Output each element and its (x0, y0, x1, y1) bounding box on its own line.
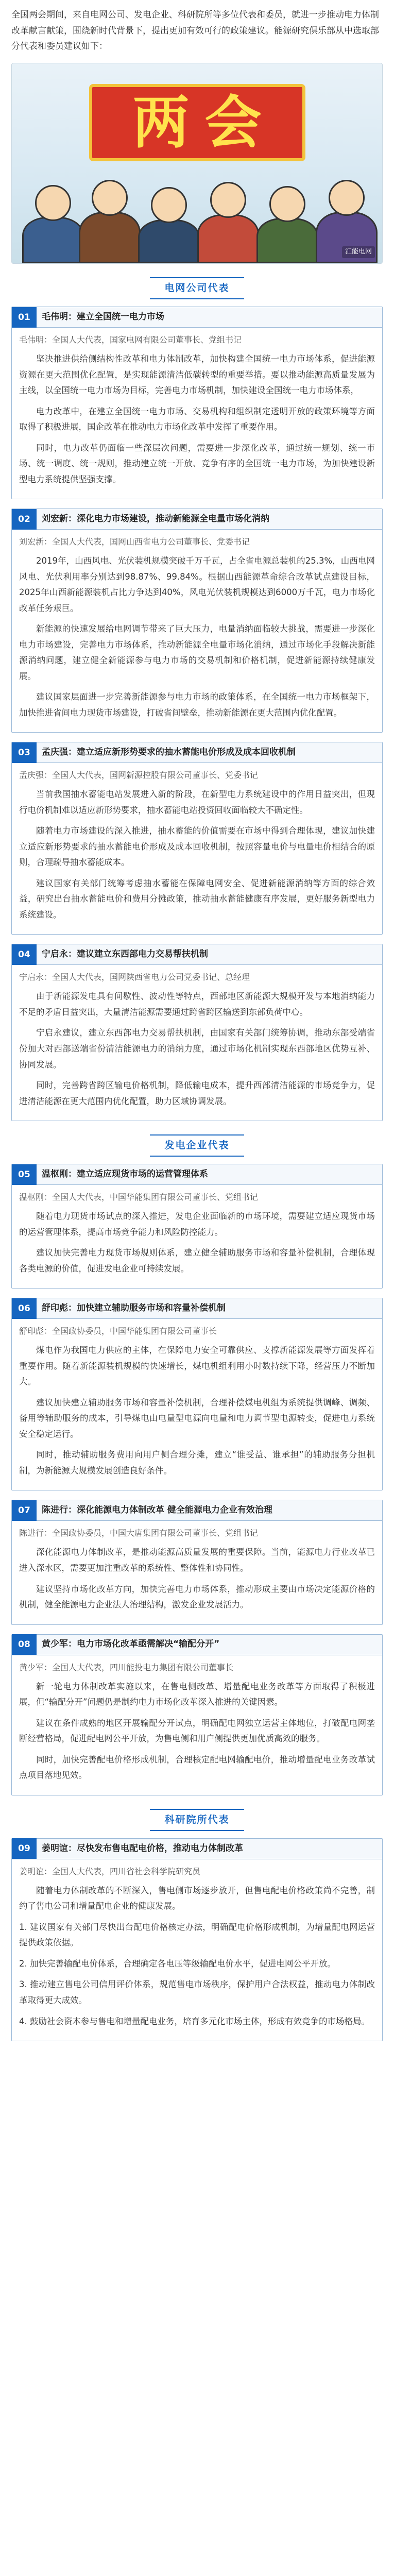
card-header (12, 307, 382, 328)
body-paragraph: 建议坚持市场化改革方向，加快完善电力市场体系，推动形成主要由市场决定能源价格的机制，健全能源电力企业法人治理结构，激发企业发展活力。 (19, 1584, 375, 1610)
card-body (12, 965, 382, 1121)
card-body (12, 1859, 382, 2041)
body-paragraph: 建议在条件成熟的地区开展输配分开试点，明确配电网独立运营主体地位，打破配电网垄断经营格局，促进配电网公平开放，为售电侧和用户侧提供更加优质高效的服务。 (19, 1718, 375, 1744)
body-paragraph: 随着电力体制改革的不断深入，售电侧市场逐步放开，但售电配电价格政策尚不完善，制约了售电公司和增量配电企业的健康发展。 (19, 1885, 375, 1911)
speaker-line: 孟庆强：全国人大代表，国网新源控股有限公司董事长、党委书记 (19, 770, 259, 781)
card-number: 03 (12, 742, 37, 763)
delegate-card (11, 1164, 383, 1289)
body-paragraph: 当前我国抽水蓄能电站发展进入新的阶段，在新型电力系统建设中的作用日益突出，但现行电价机制难以适应新形势要求，抽水蓄能电站投资回收面临较大不确定性。 (19, 789, 375, 815)
card-number: 04 (12, 944, 37, 965)
card-header (12, 944, 382, 965)
section-heading (0, 277, 394, 299)
body-paragraph: 坚决推进供给侧结构性改革和电力体制改革，加快构建全国统一电力市场体系，促进能源资源在更大范围优化配置，是实现能源清洁低碳转型的重要举措。要以推动能源高质量发展为主线，以全国统一电力市场为目标，完善电力市场机制，加快建设全国统一电力市场体系， (19, 354, 375, 396)
delegate-card (11, 1298, 383, 1490)
body-paragraph: 宁启永建议，建立东西部电力交易帮扶机制，由国家有关部门统筹协调，推动东部受端省份加大对西部送端省份清洁能源电力的消纳力度，通过市场化机制实现东西部地区优势互补、协同发展。 (19, 1028, 375, 1070)
card-title: 陈进行：深化能源电力体制改革 健全能源电力企业有效治理 (42, 1505, 272, 1516)
section-heading-label: 科研院所代表 (150, 1809, 244, 1831)
card-title: 黄少军：电力市场化改革亟需解决“输配分开” (42, 1639, 220, 1650)
speaker-line: 温枢刚：全国人大代表，中国华能集团有限公司董事长、党组书记 (19, 1192, 259, 1202)
speaker-line: 宁启永：全国人大代表，国网陕西省电力公司党委书记、总经理 (19, 972, 250, 982)
card-title: 舒印彪：加快建立辅助服务市场和容量补偿机制 (42, 1302, 226, 1313)
card-body (12, 1521, 382, 1624)
card-body (12, 1185, 382, 1288)
speaker-line: 姜明谊：全国人大代表，四川省社会科学院研究员 (19, 1866, 201, 1876)
card-header (12, 742, 382, 763)
body-paragraph: 电力改革中，在建立全国统一电力市场、交易机构和组织制定透明开放的政策环境等方面取得了积极进展，国企改革在推动电力市场化改革中发挥了重要作用。 (19, 406, 375, 432)
card-header (12, 1164, 382, 1185)
speaker-line: 舒印彪：全国政协委员，中国华能集团有限公司董事长 (19, 1326, 217, 1336)
banner-watermark: 汇能电网 (342, 246, 375, 258)
body-paragraph: 同时，加快完善配电价格形成机制，合理核定配电网输配电价，推动增量配电业务改革试点项目落地见效。 (19, 1754, 375, 1781)
body-paragraph: 4. 鼓励社会资本参与售电和增量配电业务，培育多元化市场主体，形成有效竞争的市场格局。 (19, 2016, 370, 2026)
delegate-card (11, 1634, 383, 1795)
delegate-card (11, 307, 383, 499)
card-header (12, 1298, 382, 1319)
body-paragraph: 3. 推动建立售电公司信用评价体系，规范售电市场秩序，保护用户合法权益，推动电力体制改革取得更大成效。 (19, 1979, 375, 2005)
section-heading-label: 发电企业代表 (150, 1134, 244, 1157)
card-header (12, 1635, 382, 1655)
section-heading (0, 1134, 394, 1157)
speaker-line: 陈进行：全国政协委员，中国大唐集团有限公司董事长、党组书记 (19, 1528, 259, 1538)
card-header (12, 1500, 382, 1521)
body-paragraph: 2. 加快完善输配电价体系，合理确定各电压等级输配电价水平，促进电网公平开放。 (19, 1958, 336, 1969)
body-paragraph: 2019年，山西风电、光伏装机规模突破千万千瓦，占全省电源总装机的25.3%，山西电网风电、光伏利用率分别达到98.87%、99.84%。根据山西能源革命综合改革试点建设目标，2025年山西新能源装机占比力争达到40%，风电光伏装机规模达到6000万千瓦，电力市场化改革任务艰巨。 (19, 556, 375, 613)
card-body (12, 1319, 382, 1490)
card-body (12, 1655, 382, 1795)
body-paragraph: 新一轮电力体制改革实施以来，在售电侧改革、增量配电业务改革等方面取得了积极进展，但“输配分开”问题仍是制约电力市场化改革深入推进的关键因素。 (19, 1681, 375, 1707)
card-number: 07 (12, 1500, 37, 1521)
body-paragraph: 建议加快建立辅助服务市场和容量补偿机制，合理补偿煤电机组为系统提供调峰、调频、备用等辅助服务的成本，引导煤电由电量型电源向电量和电力调节型电源转变，促进电力系统安全稳定运行。 (19, 1397, 375, 1439)
card-body (12, 328, 382, 499)
body-paragraph: 随着电力市场建设的深入推进，抽水蓄能的价值需要在市场中得到合理体现，建议加快建立适应新形势要求的抽水蓄能电价形成及成本回收机制，按照容量电价与电量电价相结合的原则，合理疏导抽水蓄能成本。 (19, 826, 375, 868)
card-number: 02 (12, 509, 37, 530)
body-paragraph: 1. 建议国家有关部门尽快出台配电价格核定办法，明确配电价格形成机制，为增量配电网运营提供政策依据。 (19, 1922, 375, 1948)
card-title: 刘宏新：深化电力市场建设，推动新能源全电量市场化消纳 (42, 513, 269, 524)
section-heading (0, 1809, 394, 1831)
card-number: 05 (12, 1164, 37, 1185)
speaker-line: 毛伟明：全国人大代表，国家电网有限公司董事长、党组书记 (19, 335, 242, 345)
delegate-card (11, 944, 383, 1121)
body-paragraph: 建议加快完善电力现货市场规则体系，建立健全辅助服务市场和容量补偿机制，合理体现各类电源的价值，促进发电企业可持续发展。 (19, 1248, 375, 1274)
speaker-line: 刘宏新：全国人大代表，国网山西省电力公司董事长、党委书记 (19, 537, 250, 547)
body-paragraph: 深化能源电力体制改革，是推动能源高质量发展的重要保障。当前，能源电力行业改革已进入深水区，需要更加注重改革的系统性、整体性和协同性。 (19, 1547, 375, 1573)
body-paragraph: 同时，推动辅助服务费用向用户侧合理分摊，建立“谁受益、谁承担”的辅助服务分担机制，为新能源大规模发展创造良好条件。 (19, 1450, 375, 1476)
card-body (12, 530, 382, 732)
body-paragraph: 煤电作为我国电力供应的主体，在保障电力安全可靠供应、支撑新能源发展等方面发挥着重要作用。随着新能源装机规模的快速增长，煤电机组利用小时数持续下降，经营压力不断加大。 (19, 1345, 375, 1387)
card-title: 宁启永：建议建立东西部电力交易帮扶机制 (42, 949, 208, 960)
card-header (12, 1839, 382, 1859)
card-number: 08 (12, 1634, 37, 1655)
body-paragraph: 同时，电力改革仍面临一些深层次问题，需要进一步深化改革，通过统一规划、统一市场、统一调度、统一规则，推动建立统一开放、竞争有序的全国统一电力市场，为加快建设新型电力系统提供坚强支撑。 (19, 443, 375, 484)
sections-container (0, 277, 394, 2041)
body-paragraph: 新能源的快速发展给电网调节带来了巨大压力，电量消纳面临较大挑战，需要进一步深化电力市场建设，完善电力市场体系，推动新能源全电量市场化消纳，通过市场化手段解决新能源消纳问题，建立健全新能源参与电力市场的交易机制和价格机制，促进新能源持续健康发展。 (19, 624, 375, 681)
delegate-card (11, 1838, 383, 2041)
section-heading-label: 电网公司代表 (150, 277, 244, 299)
speaker-line: 黄少军：全国人大代表，四川能投电力集团有限公司董事长 (19, 1662, 234, 1672)
two-sessions-banner (11, 63, 383, 264)
crowd-illustration (12, 165, 382, 263)
body-paragraph: 建议国家有关部门统筹考虑抽水蓄能在保障电网安全、促进新能源消纳等方面的综合效益，研究出台抽水蓄能电价和费用分摊政策，推动抽水蓄能健康有序发展，更好服务新型电力系统建设。 (19, 878, 375, 920)
card-number: 06 (12, 1298, 37, 1319)
body-paragraph: 同时，完善跨省跨区输电价格机制，降低输电成本，提升西部清洁能源的市场竞争力，促进清洁能源在更大范围内优化配置，助力区域协调发展。 (19, 1080, 375, 1106)
body-paragraph: 建议国家层面进一步完善新能源参与电力市场的政策体系，在全国统一电力市场框架下，加快推进省间电力现货市场建设，打破省间壁垒，推动新能源在更大范围内优化配置。 (19, 692, 375, 718)
card-title: 姜明谊：尽快发布售电配电价格，推动电力体制改革 (42, 1843, 243, 1854)
card-number: 01 (12, 307, 37, 328)
card-title: 孟庆强：建立适应新形势要求的抽水蓄能电价形成及成本回收机制 (42, 747, 296, 757)
intro-text: 全国两会期间，来自电网公司、发电企业、科研院所等多位代表和委员，就进一步推动电力体制改革献言献策，围绕新时代背景下，提出更加有效可行的政策建议。能源研究俱乐部从中选取部分代表和委员建议如下： (11, 10, 379, 52)
card-number: 09 (12, 1838, 37, 1859)
body-paragraph: 随着电力现货市场试点的深入推进，发电企业面临新的市场环境，需要建立适应现货市场的运营管理体系，提高市场竞争能力和风险防控能力。 (19, 1211, 375, 1237)
delegate-card (11, 742, 383, 935)
card-body (12, 763, 382, 934)
delegate-card (11, 509, 383, 733)
delegate-card (11, 1500, 383, 1624)
card-title: 温枢刚：建立适应现货市场的运营管理体系 (42, 1168, 208, 1179)
card-header (12, 509, 382, 530)
card-title: 毛伟明：建立全国统一电力市场 (42, 311, 164, 322)
banner-title: 两会 (89, 84, 305, 161)
body-paragraph: 由于新能源发电具有间歇性、波动性等特点，西部地区新能源大规模开发与本地消纳能力不足的矛盾日益突出，大量清洁能源需要通过跨省跨区输送到东部负荷中心。 (19, 991, 375, 1017)
